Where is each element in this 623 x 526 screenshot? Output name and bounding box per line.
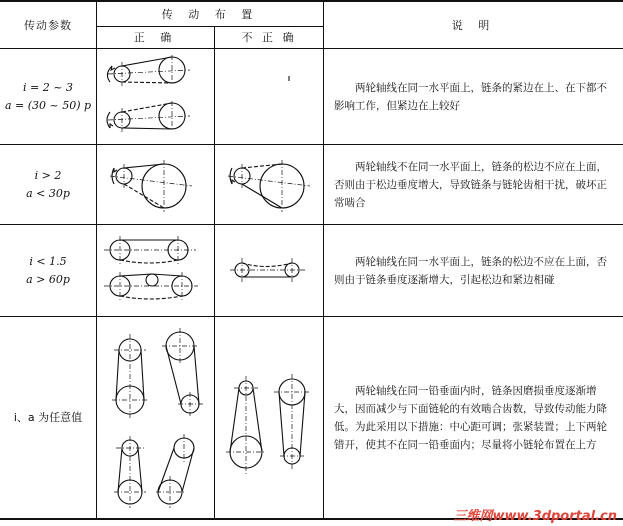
row3-correct-diagram — [100, 228, 212, 314]
table-row-3-param — [0, 225, 96, 316]
correct-column-rule — [214, 26, 215, 520]
row3-param-ratio: i < 1.5 — [29, 254, 67, 268]
row1-lower-drive — [107, 101, 190, 132]
row3-param-distance: a > 60p — [26, 272, 70, 286]
table-row-4-note: 两轮轴线在同一铅垂面内时，链条因磨损垂度逐渐增大，因而减少与下面链轮的有效啮合齿数，导致传动能力降低。为此采用以下措施：中心距可调；张紧装置；上下两轮错开，使其不在同一铅垂面内；尽量将小链轮布置在上方 — [334, 384, 607, 451]
row2-param-distance: a < 30p — [26, 186, 70, 200]
row1-param-ratio: i = 2 ~ 3 — [23, 80, 73, 94]
table-row-2-note: 两轮轴线不在同一水平面上，链条的松边不应在上面，否则由于松边垂度增大，导致链条与链轮齿相干扰，破坏正常啮合 — [334, 160, 607, 209]
header-incorrect: 不 正 确 — [241, 31, 297, 44]
row4-drive-b — [162, 328, 204, 416]
row1-incorrect-mark — [286, 76, 292, 82]
header-correct: 正 确 — [133, 31, 178, 44]
row4-incorrect-diagram — [222, 370, 318, 480]
row4-correct-diagram — [100, 320, 212, 516]
table-row-4-param — [0, 317, 96, 518]
table-row-3-note: 两轮轴线在同一水平面上，链条的松边不应在上面，否则由于链条垂度逐渐增大，引起松边和紧边相碰 — [334, 255, 607, 286]
table-row-1-param — [0, 49, 96, 144]
row4-wrong-drive-a — [226, 376, 266, 474]
site-watermark: 三维网www.3dportal.cn — [453, 509, 617, 524]
row2-incorrect-diagram — [218, 148, 322, 222]
table-row-1-note: 两轮轴线在同一水平面上，链条的紧边在上、在下都不影响工作，但紧边在上较好 — [334, 81, 607, 112]
row3-lower-drive — [104, 272, 198, 300]
row4-drive-d — [156, 434, 194, 508]
row4-param-text: i、a 为任意值 — [13, 410, 83, 424]
row4-drive-a — [112, 334, 148, 418]
row1-correct-diagram — [100, 52, 212, 142]
row2-correct-diagram — [100, 148, 212, 222]
header-layout: 传 动 布 置 — [161, 7, 259, 21]
row1-upper-drive — [107, 55, 190, 86]
row3-upper-drive — [104, 236, 196, 264]
header-param: 传动参数 — [24, 18, 72, 32]
table-row-2-param — [0, 145, 96, 224]
header-note: 说 明 — [451, 18, 496, 32]
row1-param-distance: a = (30 ~ 50) p — [4, 98, 92, 112]
row4-drive-c — [114, 436, 146, 508]
row4-wrong-drive-b — [274, 374, 310, 470]
row3-incorrect-diagram — [226, 250, 316, 290]
row2-param-ratio: i > 2 — [34, 168, 62, 182]
param-column-rule — [96, 0, 97, 520]
